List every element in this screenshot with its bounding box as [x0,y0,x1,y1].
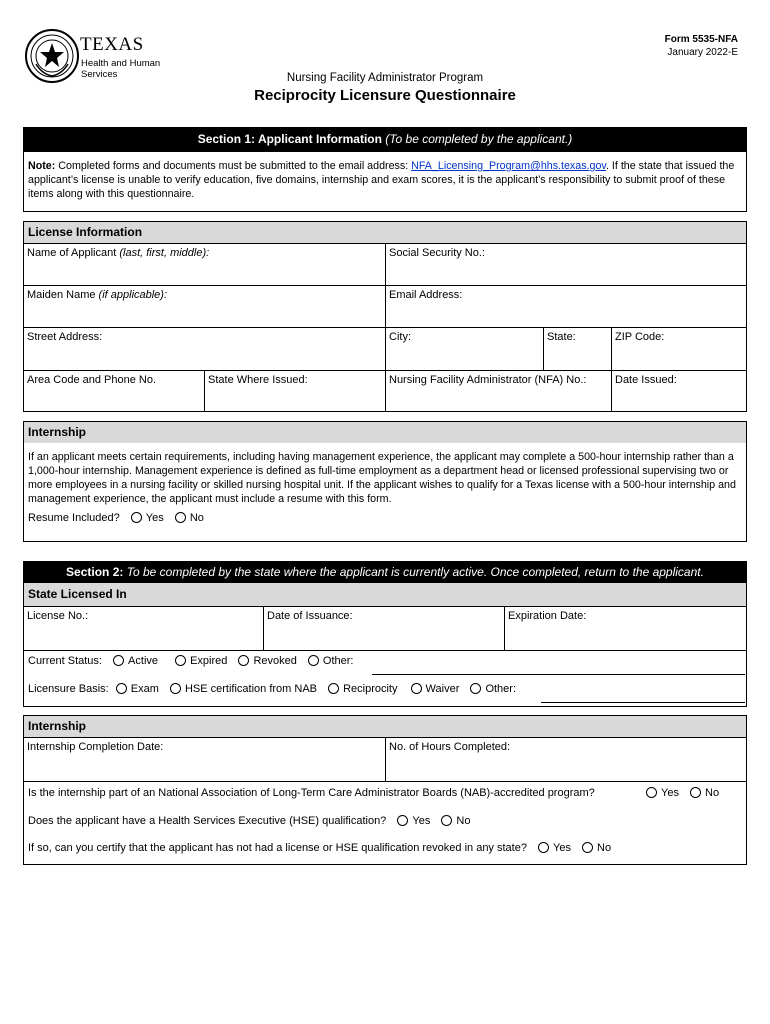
hse-no-radio[interactable] [441,815,452,826]
question-revoked-text: If so, can you certify that the applicant has not had a license or HSE qualification revoked in any state? [28,842,527,854]
email-link[interactable]: NFA_Licensing_Program@hhs.texas.gov [411,160,606,172]
basis-waiver-label: Waiver [425,683,460,695]
basis-exam-radio[interactable] [116,683,127,694]
state-issued-label: State Where Issued: [208,374,308,386]
basis-hse-radio[interactable] [170,683,181,694]
resume-no-label: No [189,512,204,524]
question-hse-row [28,815,470,827]
note-box [23,151,747,212]
phone-label: Area Code and Phone No. [27,374,157,386]
date-of-issuance-label: Date of Issuance: [267,610,353,622]
applicant-name-field[interactable] [24,243,385,285]
state-issued-field[interactable] [204,370,385,411]
licensure-basis-label: Licensure Basis: [28,683,109,695]
status-other-label: Other: [322,655,354,667]
applicant-name-label: Name of Applicant [27,247,120,259]
resume-included-row [24,506,746,524]
internship-completion-label: Internship Completion Date: [27,741,164,753]
license-info-heading: License Information [24,222,746,243]
section2-header [23,561,747,583]
license-info-table [23,221,747,412]
question-nab-options [638,787,719,799]
zip-code-field[interactable] [611,327,746,370]
date-of-issuance-field[interactable] [263,606,504,650]
internship-state-table [23,715,747,865]
basis-other-radio[interactable] [470,683,481,694]
status-revoked-label: Revoked [253,655,297,667]
city-field[interactable] [385,327,543,370]
state-field[interactable] [543,327,611,370]
question-nab-row [28,787,595,799]
resume-included-label: Resume Included? [28,512,120,524]
hse-yes-radio[interactable] [397,815,408,826]
maiden-name-hint: (if applicable): [98,289,168,301]
maiden-name-field[interactable] [24,285,385,327]
zip-code-label: ZIP Code: [615,331,665,343]
note-text-b: . If the state that issued the applicant’s license is unable to verify education, five domains, internship and exam scores, it is the applicant’s responsibility to submit proof of these items along with this questionnaire. [28,160,735,200]
page-title: Reciprocity Licensure Questionnaire [254,87,516,104]
status-active-label: Active [128,655,159,667]
email-label: Email Address: [389,289,463,301]
section2-subtitle: To be completed by the state where the applicant is currently active. Once completed, return to the applicant. [126,565,704,579]
ssn-label: Social Security No.: [389,247,485,259]
basis-waiver-radio[interactable] [411,683,422,694]
question-hse-text: Does the applicant have a Health Services Executive (HSE) qualification? [28,815,387,827]
revoked-yes-label: Yes [553,842,571,854]
resume-yes-label: Yes [145,512,164,524]
internship-heading: Internship [24,422,746,443]
logo-subtitle: Health and Human Services [81,58,161,80]
form-number: Form 5535-NFA [664,34,738,45]
hse-no-label: No [456,815,471,827]
status-divider [24,650,746,651]
date-issued-label: Date Issued: [615,374,677,386]
section1-subtitle: (To be completed by the applicant.) [385,132,573,146]
form-number-block [665,33,738,59]
basis-other-input[interactable] [541,702,745,703]
date-issued-field[interactable] [611,370,746,411]
nab-no-radio[interactable] [690,787,701,798]
hours-completed-field[interactable] [385,737,746,781]
section1-header [23,127,747,151]
basis-exam-label: Exam [130,683,159,695]
basis-other-label: Other: [485,683,517,695]
maiden-name-label: Maiden Name [27,289,99,301]
program-name: Nursing Facility Administrator Program [286,72,484,84]
expiration-date-label: Expiration Date: [508,610,587,622]
note-label: Note: [28,160,56,172]
question-revoked-row [28,842,611,854]
applicant-name-hint: (last, first, middle): [119,247,210,259]
hours-completed-label: No. of Hours Completed: [389,741,511,753]
current-status-label: Current Status: [28,655,102,667]
status-revoked-radio[interactable] [238,655,249,666]
internship-state-heading: Internship [24,716,746,737]
resume-yes-radio[interactable] [131,512,142,523]
nab-yes-label: Yes [661,787,679,799]
revoked-yes-radio[interactable] [538,842,549,853]
status-other-input[interactable] [372,674,745,675]
section2-title: Section 2: [66,565,124,579]
nab-no-label: No [705,787,720,799]
basis-reciprocity-radio[interactable] [328,683,339,694]
phone-field[interactable] [24,370,204,411]
question-nab-text: Is the internship part of an National Association of Long-Term Care Administrator Boards (NAB)-accredited program? [28,787,595,799]
status-expired-radio[interactable] [175,655,186,666]
section1-title: Section 1: Applicant Information [197,132,382,146]
licensure-basis-row [28,683,516,695]
status-expired-label: Expired [190,655,228,667]
status-active-radio[interactable] [113,655,124,666]
state-licensed-table [23,583,747,707]
logo-texas-text: TEXAS [80,34,144,55]
internship-paragraph: If an applicant meets certain requirements, including having management experience, the applicant may complete a 500-hour internship rather than a 1,000-hour internship. Management experience is defined as full-time employment as a department head or licensed professional supervising two or more employees in a nursing facility or skilled nursing hospital unit. If the applicant wishes to qualify for a Texas license with a 500-hour internship and management experience, the applicant must include a resume with this form. [28,451,736,505]
basis-hse-label: HSE certification from NAB [184,683,318,695]
nfa-number-label: Nursing Facility Administrator (NFA) No.: [389,374,587,386]
state-label: State: [547,331,576,343]
revoked-no-label: No [597,842,612,854]
license-number-field[interactable] [24,606,263,650]
resume-no-radio[interactable] [175,512,186,523]
state-licensed-heading: State Licensed In [24,583,746,606]
revoked-no-radio[interactable] [582,842,593,853]
internship-completion-date-field[interactable] [24,737,385,781]
email-field[interactable] [385,285,746,327]
status-other-radio[interactable] [308,655,319,666]
questions-divider [24,781,746,782]
internship-applicant-box [23,421,747,542]
basis-reciprocity-label: Reciprocity [343,683,398,695]
form-date: January 2022-E [667,47,738,58]
license-number-label: License No.: [27,610,89,622]
current-status-row [28,655,354,667]
note-text-a: Completed forms and documents must be submitted to the email address: [55,160,412,172]
street-address-label: Street Address: [27,331,103,343]
nfa-number-field[interactable] [385,370,611,411]
expiration-date-field[interactable] [504,606,746,650]
city-label: City: [389,331,411,343]
street-address-field[interactable] [24,327,385,370]
hse-yes-label: Yes [412,815,431,827]
nab-yes-radio[interactable] [646,787,657,798]
ssn-field[interactable] [385,243,746,285]
